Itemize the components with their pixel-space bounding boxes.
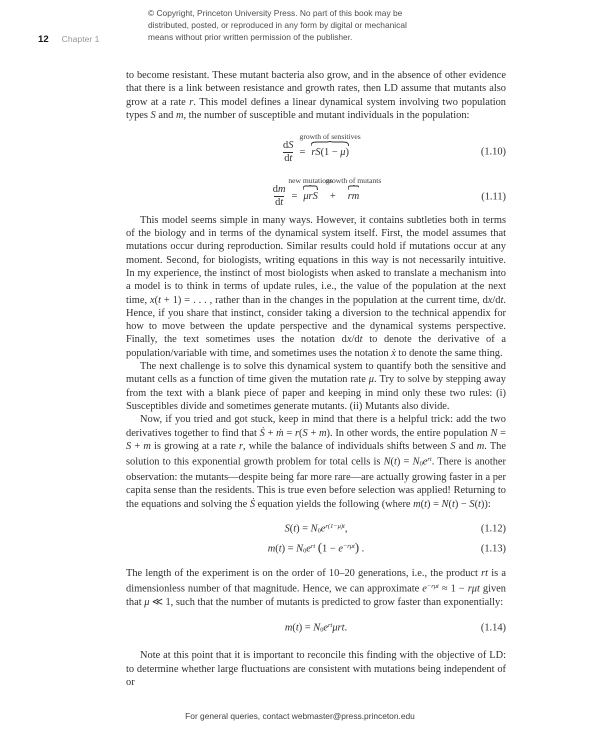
- equals-sign: =: [291, 190, 298, 202]
- overbrace-icon: [311, 141, 349, 146]
- overbraced-term-new-mutations: [288, 175, 333, 203]
- paragraph-model-subtleties: This model seems simple in many ways. However, it contains subtleties both in terms of the biology and in terms of the dynamical system itself. First, the model assumes that mutations occur during reproduction. Similar results could hold if mutations occur at any moment. Second, for biologists, writing equations in this way is not necessarily intuitive. In my experience, the instinct of most biologists when asked to translate a mechanism into a model is to think in terms of update rules, i.e., the value of the population at the next time, x(t + 1) = . . . , rather than in the changes in the population at the current time, dx/dt. Hence, if you share that instinct, consider taking a diversion to the technical appendix for how to move between the update perspective and the dynamical systems perspective. Finally, the text sometimes uses the notation dx/dt to denote the derivative of a population/variable with time, and sometimes uses the notation ẋ to denote the same thing.: [126, 214, 507, 359]
- equation-number: (1.11): [481, 190, 506, 202]
- equals-sign: =: [299, 146, 306, 158]
- expression: $S(t) = N0e^{r(1-\mu)t}$,: [284, 522, 348, 535]
- paragraph-note-reconcile: Note at this point that it is important to reconcile this finding with the objective of LD: to determine whether large fluctuations are consistent with mutations being independent of or: [126, 650, 506, 688]
- expression: μrS: [303, 190, 318, 202]
- page-number: 12: [38, 34, 49, 45]
- overbrace-icon: [303, 185, 317, 190]
- copyright-line-1: © Copyright, Princeton University Press. No part of this book may be: [148, 8, 403, 18]
- overbrace-icon: [348, 185, 360, 190]
- overbrace-label: growth of mutants: [325, 175, 382, 185]
- copyright-notice: [148, 7, 407, 43]
- paragraph-next-challenge: The next challenge is to solve this dynamical system to quantify both the sensitive and mutant cells as a function of time given the mutation rate μ. Try to solve by stepping away from the text with a blank piece of paper and keeping in mind only these two rules: (i) Susceptibles divide and sometimes generate mutants. (ii) Mutants also divide.: [126, 361, 506, 412]
- copyright-line-3: means without prior written permission of the publisher.: [148, 32, 353, 42]
- paragraph-experiment-length: The length of the experiment is on the order of 10–20 generations, i.e., the product rt is a dimensionless number of that magnitude. Hence, we can approximate $e^{-r\mu t} \approx 1 - r\mu t$ given that μ ≪ 1, such that the number of mutants is predicted to grow faster than exponentially:: [126, 567, 506, 609]
- copyright-line-2: distributed, posted, or reproduced in any form by digital or mechanical: [148, 20, 407, 30]
- paragraph-helpful-trick: Now, if you tried and got stuck, keep in mind that there is a helpful trick: add the two derivatives together to find that Ṡ + ṁ = r(S + m). In other words, the entire population N = S + m is growing at a rate r, while the balance of individuals shifts between S and m. The solution to this exponential growth problem for total cells is $N(t) = N0e^{rt}$. There is another observation: the mutants—despite being far more rare—are actually growing faster in a per capita sense than the residents. This is true even before selection was applied! Returning to the equations and solving the Ṡ equation yields the following (where m(t) = N(t) − S(t)):: [126, 414, 507, 510]
- overbrace-label: growth of sensitives: [299, 131, 361, 141]
- expression: $m(t) = N0e^{rt}\mu rt$.: [284, 622, 348, 635]
- footer-contact: For general queries, contact webmaster@press.princeton.edu: [185, 711, 415, 721]
- overbrace-label: new mutations: [288, 175, 333, 185]
- expression: rm: [347, 190, 360, 202]
- equation-number: (1.10): [480, 146, 506, 158]
- expression: rS(1 − μ): [311, 146, 349, 158]
- fraction-denominator: dt: [284, 152, 293, 164]
- fraction-dS-dt: [283, 140, 293, 164]
- fraction-dm-dt: [273, 184, 286, 208]
- equation-1-13: [126, 540, 506, 558]
- equation-number: (1.14): [480, 622, 506, 634]
- running-header: [38, 34, 99, 45]
- fraction-denominator: dt: [275, 197, 284, 209]
- chapter-label: Chapter 1: [61, 34, 100, 44]
- equation-1-10: [126, 125, 506, 164]
- overbraced-term-growth-sensitives: [299, 131, 361, 159]
- fraction-numerator: dm: [272, 184, 286, 196]
- equation-1-12: [126, 520, 506, 538]
- body-text-column: [126, 69, 506, 689]
- equation-number: (1.12): [480, 523, 506, 535]
- equation-1-11: [126, 169, 506, 208]
- equation-1-14: [126, 619, 506, 637]
- expression: $m(t) = N0e^{rt}$ $(1 - e^{-r\mu t})$ .: [267, 540, 365, 555]
- fraction-numerator: dS: [283, 140, 294, 152]
- overbraced-term-growth-mutants: [325, 175, 382, 203]
- equation-number: (1.13): [480, 543, 506, 555]
- paragraph-intro: to become resistant. These mutant bacteria also grow, and in the absence of other evidence that there is a link between resistance and growth rates, then LD assume that mutants also grow at a rate r. This model defines a linear dynamical system involving two population types S and m, the number of susceptible and mutant individuals in the population:: [126, 70, 506, 121]
- plus-sign: +: [329, 190, 336, 202]
